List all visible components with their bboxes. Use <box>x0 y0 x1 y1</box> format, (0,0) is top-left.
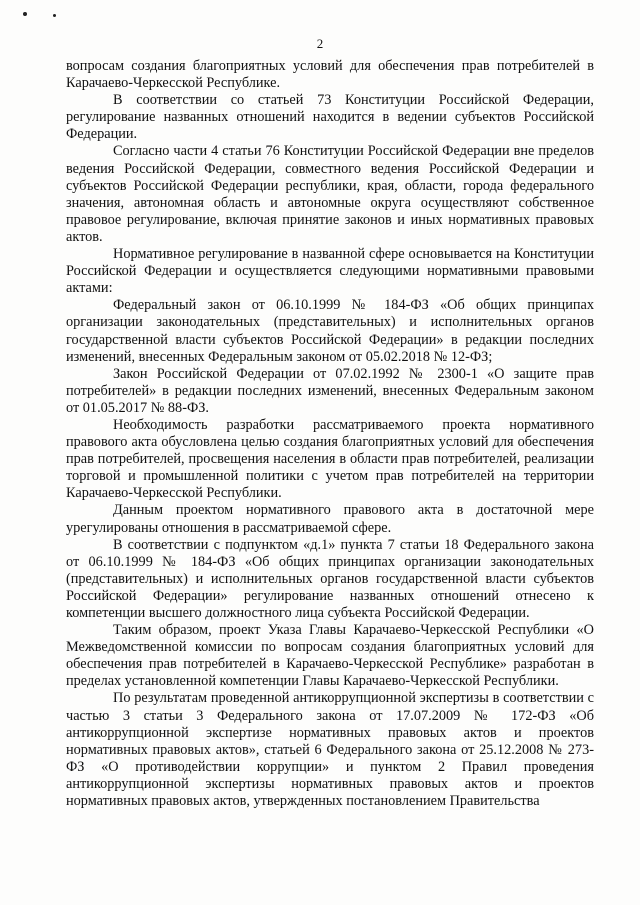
scan-mark <box>23 12 27 16</box>
paragraph: В соответствии со статьей 73 Конституции Российской Федерации, регулирование названных отношений находится в ведении субъектов Российской Федерации. <box>66 92 594 143</box>
paragraph: Данным проектом нормативного правового акта в достаточной мере урегулированы отношения в рассматриваемой сфере. <box>66 502 594 536</box>
paragraph: Таким образом, проект Указа Главы Карачаево-Черкесской Республики «О Межведомственной комиссии по вопросам создания благоприятных условий для обеспечения прав потребителей в Карачаево-Черкесской Республике» разработан в пределах установленной компетенции Главы Карачаево-Черкесской Республики. <box>66 622 594 690</box>
page-number: 2 <box>316 36 324 51</box>
paragraph: Нормативное регулирование в названной сфере основывается на Конституции Российской Федерации и осуществляется следующими нормативными правовыми актами: <box>66 246 594 297</box>
paragraph: Необходимость разработки рассматриваемого проекта нормативного правового акта обусловлена целью создания благоприятных условий для обеспечения прав потребителей, просвещения населения в области прав потребителей, реализации торговой и промышленной политики с учетом прав потребителей на территории Карачаево-Черкесской Республики. <box>66 416 594 502</box>
paragraph: Федеральный закон от 06.10.1999 № 184-ФЗ «Об общих принципах организации законодательных (представительных) и исполнительных органов государственной власти субъектов Российской Федерации» в редакции последних изменений, внесенных Федеральным законом от 05.02.2018 № 12-ФЗ; <box>66 297 594 365</box>
paragraph: В соответствии с подпунктом «д.1» пункта 7 статьи 18 Федерального закона от 06.10.1999 № 184-ФЗ «Об общих принципах организации законодательных (представительных) и исполнительных органов государственной власти субъектов Российской Федерации» регулирование названных отношений отнесено к компетенции высшего должностного лица субъекта Российской Федерации. <box>66 536 594 621</box>
paragraph: Согласно части 4 статьи 76 Конституции Российской Федерации вне пределов ведения Российской Федерации, совместного ведения Российской Федерации и субъектов Российской Федерации республики, края, области, города федерального значения, автономная область и автономные округа осуществляют собственное правовое регулирование, включая принятие законов и иных нормативных правовых актов. <box>66 143 594 245</box>
paragraph: По результатам проведенной антикоррупционной экспертизы в соответствии с частью 3 статьи 3 Федерального закона от 17.07.2009 № 172-ФЗ «Об антикоррупционной экспертизе нормативных правовых актов и проектов нормативных правовых актов», статьей 6 Федерального закона от 25.12.2008 № 273-ФЗ «О противодействии коррупции» и пунктом 2 Правил проведения антикоррупционной экспертизы нормативных правовых актов и проектов нормативных правовых актов, утвержденных постановлением Правительства <box>66 690 594 810</box>
scan-mark <box>53 14 56 17</box>
paragraph: Закон Российской Федерации от 07.02.1992 № 2300-1 «О защите прав потребителей» в редакции последних изменений, внесенных Федеральным законом от 01.05.2017 № 88-ФЗ. <box>66 365 594 416</box>
document-body <box>66 58 594 810</box>
paragraph: вопросам создания благоприятных условий для обеспечения прав потребителей в Карачаево-Черкесской Республике. <box>66 58 594 92</box>
